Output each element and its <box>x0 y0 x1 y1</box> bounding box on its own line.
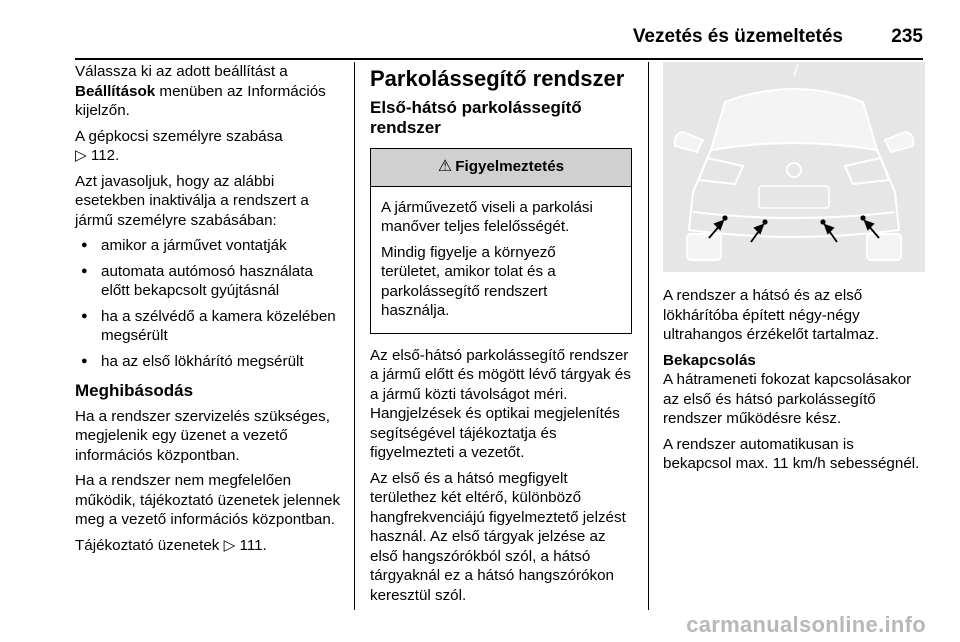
paragraph: Ha a rendszer nem megfelelően működik, tájékoztató üzenetek jelennek meg a vezető információs központban. <box>75 472 341 528</box>
bullet-list <box>75 236 343 371</box>
list-item: ● automata autómosó használata előtt bekapcsolt gyújtásnál <box>75 262 343 301</box>
paragraph: Az első-hátsó parkolássegítő rendszer a jármű előtt és mögött lévő tárgyak és a jármű közti távolságot méri. Hangjelzések és optikai megjelenítés segítségével tájékoztatja és figyelmezteti a vezetőt. <box>370 346 631 461</box>
text: menüben az Információs kijelzőn. <box>75 82 326 119</box>
warning-triangle-icon: ⚠ <box>437 158 453 175</box>
list-item: ● ha az első lökhárító megsérült <box>75 352 343 372</box>
column-right <box>663 62 925 480</box>
warning-box <box>370 148 632 334</box>
page-number: 235 <box>891 26 923 47</box>
list-item: ● amikor a járművet vontatják <box>75 236 343 256</box>
car-rear-sensors-illustration <box>663 62 925 272</box>
warning-text: Mindig figyelje a környező területet, amikor tolat és a parkolássegítő rendszert használja. <box>381 243 556 319</box>
paragraph <box>75 536 343 556</box>
paragraph: Az első és a hátsó megfigyelt területhez két eltérő, különböző hangfrekvenciájú figyelmeztető jelzést használ. Az első tárgyak jelzése az első hangszórókból szól, a hátsó tárgyaknál ez a hátsó hangszórókon keresztül szól. <box>370 469 626 604</box>
paragraph: A hátrameneti fokozat kapcsolásakor az első és hátsó parkolássegítő rendszer működésre kész. <box>663 371 912 427</box>
paragraph: A rendszer a hátsó és az első lökhárítóba épített négy-négy ultrahangos érzékelőt tartalmaz. <box>663 287 880 343</box>
paragraph: Ha a rendszer szervizelés szükséges, megjelenik egy üzenet a vezető információs központban. <box>75 407 330 464</box>
paragraph <box>75 127 343 166</box>
list-item: ● ha a szélvédő a kamera közelében megsérült <box>75 307 343 346</box>
page-reference-icon: ▷ <box>75 147 87 164</box>
section-title: Első-hátsó parkolássegítő rendszer <box>370 98 582 137</box>
header-title: Vezetés és üzemeltetés <box>632 26 843 47</box>
column-divider <box>648 62 649 610</box>
paragraph: A rendszer automatikusan is bekapcsol max. 11 km/h sebességnél. <box>663 435 920 472</box>
page-header <box>75 22 923 60</box>
warning-body <box>371 187 631 333</box>
column-divider <box>354 62 355 610</box>
text: A gépkocsi személyre szabása <box>75 127 283 145</box>
page-reference[interactable]: 112. <box>90 147 120 164</box>
chapter-title: Parkolássegítő rendszer <box>370 66 625 91</box>
watermark: carmanualsonline.info <box>686 612 926 637</box>
column-left <box>75 62 343 561</box>
bold-term: Beállítások <box>75 82 156 100</box>
column-middle <box>370 62 632 611</box>
page-reference[interactable]: 111. <box>239 536 267 554</box>
paragraph: Azt javasoljuk, hogy az alábbi esetekben inaktiválja a rendszert a jármű személyre szabásában: <box>75 172 309 229</box>
section-heading: Meghibásodás <box>75 381 194 400</box>
page-reference-icon: ▷ <box>223 536 236 554</box>
warning-header <box>371 149 631 187</box>
paragraph <box>75 62 343 121</box>
text: Válassza ki az adott beállítást a <box>75 63 288 80</box>
warning-label: Figyelmeztetés <box>455 158 565 175</box>
text: Tájékoztató üzenetek <box>75 536 220 554</box>
warning-text: A járművezető viseli a parkolási manőver teljes felelősségét. <box>381 198 593 235</box>
section-heading: Bekapcsolás <box>663 351 756 369</box>
